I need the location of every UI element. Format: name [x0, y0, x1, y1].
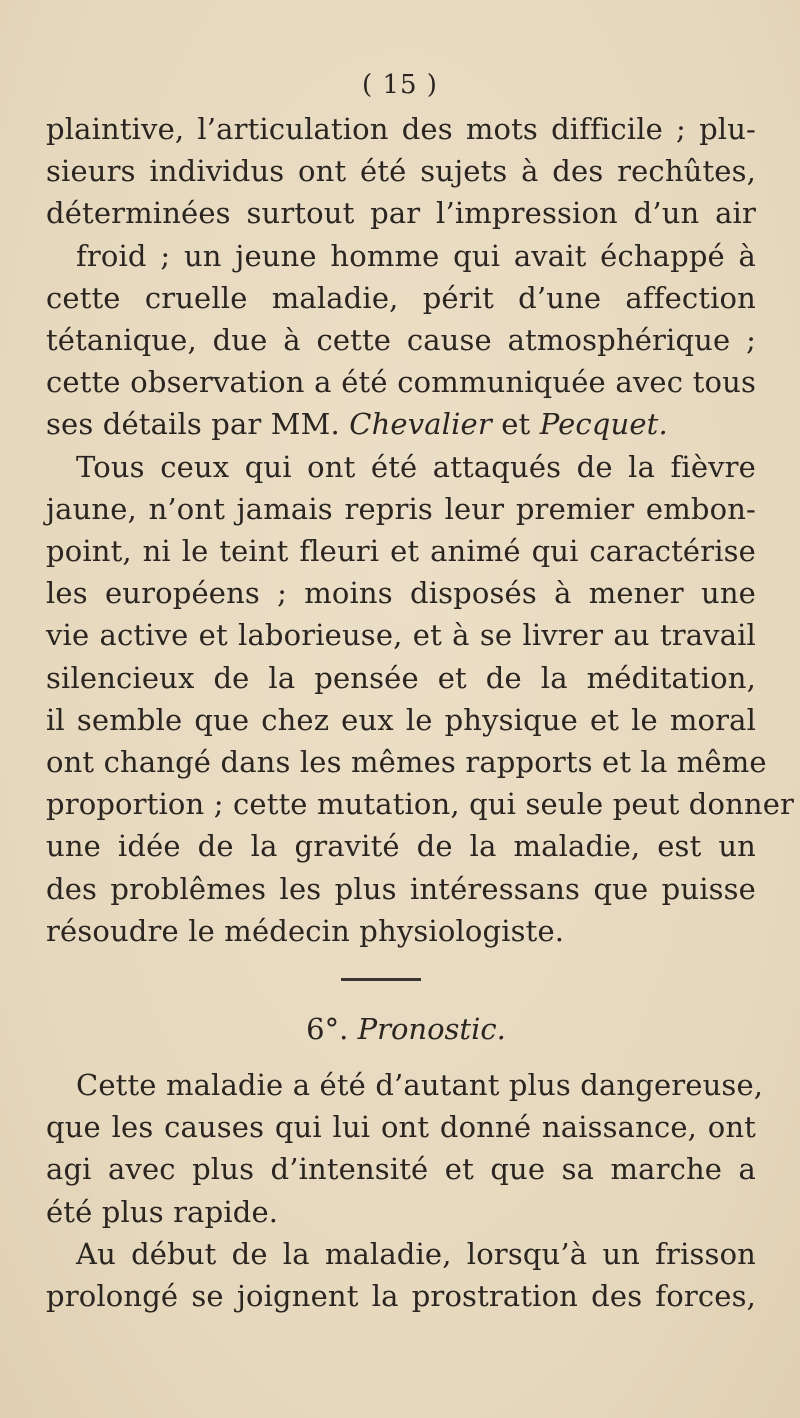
text-line: des problêmes les plus intéressans que puisse [46, 871, 756, 906]
text-line: sieurs individus ont été sujets à des rechûtes, [46, 154, 756, 189]
section-number: 6°. [306, 1012, 358, 1047]
text-line: ont changé dans les mêmes rapports et la même [46, 745, 767, 780]
text-line: plaintive, l’articulation des mots difficile ; plu- [46, 112, 756, 146]
text-line [46, 403, 756, 445]
text-line: une idée de la gravité de la maladie, est un [46, 829, 756, 864]
paragraph-2 [46, 446, 795, 952]
text-line: prolongé se joignent la prostration des forces, [46, 1279, 756, 1314]
author-name: Chevalier [349, 407, 492, 442]
text-line: agi avec plus d’intensité et que sa marche a [46, 1152, 756, 1187]
section-divider [46, 952, 756, 1004]
text-line: déterminées surtout par l’impression d’un air [46, 196, 756, 231]
text-line: vie active et laborieuse, et à se livrer au travail [46, 618, 756, 653]
text-line: les européens ; moins disposés à mener une [46, 576, 756, 611]
text-line: résoudre le médecin physiologiste. [46, 913, 565, 948]
text-line: que les causes qui lui ont donné naissance, ont [46, 1110, 756, 1145]
text-line: tétanique, due à cette cause atmosphérique ; [46, 323, 756, 358]
text-line: cette observation a été communiquée avec tous [46, 365, 756, 400]
text-line: il semble que chez eux le physique et le moral [46, 702, 756, 737]
author-name: Pecquet. [539, 407, 668, 442]
text-line: froid ; un jeune homme qui avait échappé à [76, 238, 756, 273]
line-text: et [491, 407, 540, 442]
text-line: été plus rapide. [46, 1194, 279, 1229]
section-title: Pronostic. [357, 1012, 506, 1047]
divider-rule [341, 978, 421, 981]
text-line: Cette maladie a été d’autant plus dangereuse, [76, 1068, 764, 1103]
paragraph-1 [46, 108, 756, 446]
line-text: ses détails par MM. [46, 407, 350, 442]
text-line: point, ni le teint fleuri et animé qui caractérise [46, 534, 756, 569]
section-heading [46, 1004, 756, 1054]
text-line: Tous ceux qui ont été attaqués de la fièvre [76, 449, 756, 484]
text-line: silencieux de la pensée et de la méditation, [46, 660, 756, 695]
text-line: proportion ; cette mutation, qui seule peut donner [46, 787, 795, 822]
text-line: Au début de la maladie, lorsqu’à un frisson [76, 1236, 756, 1271]
paragraph-4 [46, 1233, 756, 1317]
paragraph-3 [46, 1064, 764, 1233]
text-line: jaune, n’ont jamais repris leur premier embon- [46, 491, 756, 526]
page-number: ( 15 ) [362, 70, 438, 100]
page-body [46, 108, 795, 1317]
text-line: cette cruelle maladie, périt d’une affection [46, 280, 756, 315]
